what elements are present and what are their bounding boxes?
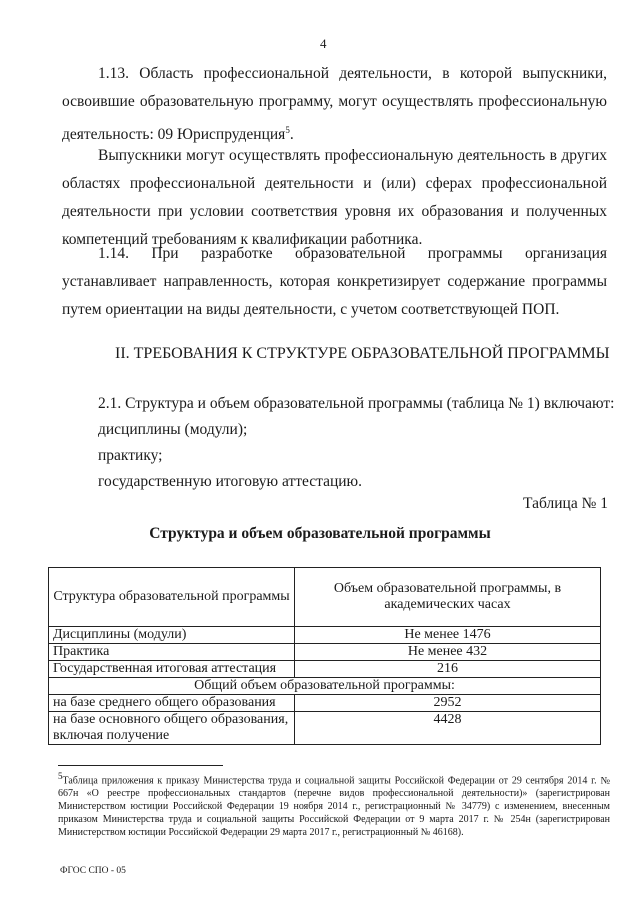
table-total-label: Общий объем образовательной программы:	[49, 678, 601, 695]
table-row	[49, 695, 601, 712]
page-number: 4	[320, 36, 327, 51]
paragraph-1-13-text: 1.13. Область профессиональной деятельности, в которой выпускники, освоившие образовательную программу, могут осуществлять профессиональную деятельность: 09 Юриспруденция	[62, 65, 607, 144]
table-cell-label: Государственная итоговая аттестация	[49, 661, 295, 678]
paragraph-graduates-text: Выпускники могут осуществлять профессиональную деятельность в других областях профессиональной деятельности и (или) сферах профессиональной деятельности при условии соответствия уровня их образования и полученных компетенций требованиям к квалификации работника.	[62, 147, 607, 248]
footnote-text: Таблица приложения к приказу Министерства труда и социальной защиты Российской Федерации от 29 сентября 2014 г. № 667н «О реестре профессиональных стандартов (перечне видов профессиональной деятельности)» (зарегистрирован Министерством юстиции Российской Федерации 19 ноября 2014 г., регистрационный № 34779) с изменением, внесенным приказом Министерства труда и социальной защиты Российской Федерации от 9 марта 2017 г. № 254н (зарегистрирован Министерством юстиции Российской Федерации 29 марта 2017 г., регистрационный № 46168).	[58, 775, 610, 839]
table-header-volume: Объем образовательной программы, в академических часах	[295, 568, 601, 627]
table-row	[49, 644, 601, 661]
table-cell-value: Не менее 432	[295, 644, 601, 661]
paragraph-1-13	[62, 60, 607, 149]
structure-table	[48, 567, 601, 745]
table-cell-label: на базе основного общего образования, включая получение	[49, 712, 295, 745]
paragraph-1-14	[62, 240, 607, 324]
table-row	[49, 627, 601, 644]
footnote-ref: 5	[285, 125, 290, 135]
table-row	[49, 712, 601, 745]
list-item: государственную итоговую аттестацию.	[98, 473, 363, 490]
paragraph-2-1: 2.1. Структура и объем образовательной программы (таблица № 1) включают:	[98, 395, 615, 412]
footnote-mark: 5	[58, 771, 63, 781]
table-total-row	[49, 678, 601, 695]
table-cell-label: на базе среднего общего образования	[49, 695, 295, 712]
table-cell-value: Не менее 1476	[295, 627, 601, 644]
section-heading: II. ТРЕБОВАНИЯ К СТРУКТУРЕ ОБРАЗОВАТЕЛЬНОЙ ПРОГРАММЫ	[115, 345, 610, 362]
paragraph-1-13-tail: .	[289, 126, 294, 144]
paragraph-graduates	[62, 142, 607, 254]
table-row	[49, 661, 601, 678]
table-cell-value: 2952	[295, 695, 601, 712]
table-cell-label: Практика	[49, 644, 295, 661]
list-item: практику;	[98, 447, 163, 464]
table-header-structure: Структура образовательной программы	[49, 568, 295, 627]
table-number: Таблица № 1	[523, 495, 608, 512]
table-cell-value: 4428	[295, 712, 601, 745]
table-header-row	[49, 568, 601, 627]
footnote-divider	[58, 765, 223, 766]
paragraph-1-14-text: 1.14. При разработке образовательной программы организация устанавливает направленность, которая конкретизирует содержание программы путем ориентации на виды деятельности, с учетом соответствующей ПОП.	[62, 245, 607, 318]
list-item: дисциплины (модули);	[98, 421, 248, 438]
page-footer: ФГОС СПО - 05	[60, 866, 126, 876]
table-cell-label: Дисциплины (модули)	[49, 627, 295, 644]
table-cell-value: 216	[295, 661, 601, 678]
footnote	[58, 770, 610, 839]
table-title: Структура и объем образовательной программы	[149, 525, 491, 542]
